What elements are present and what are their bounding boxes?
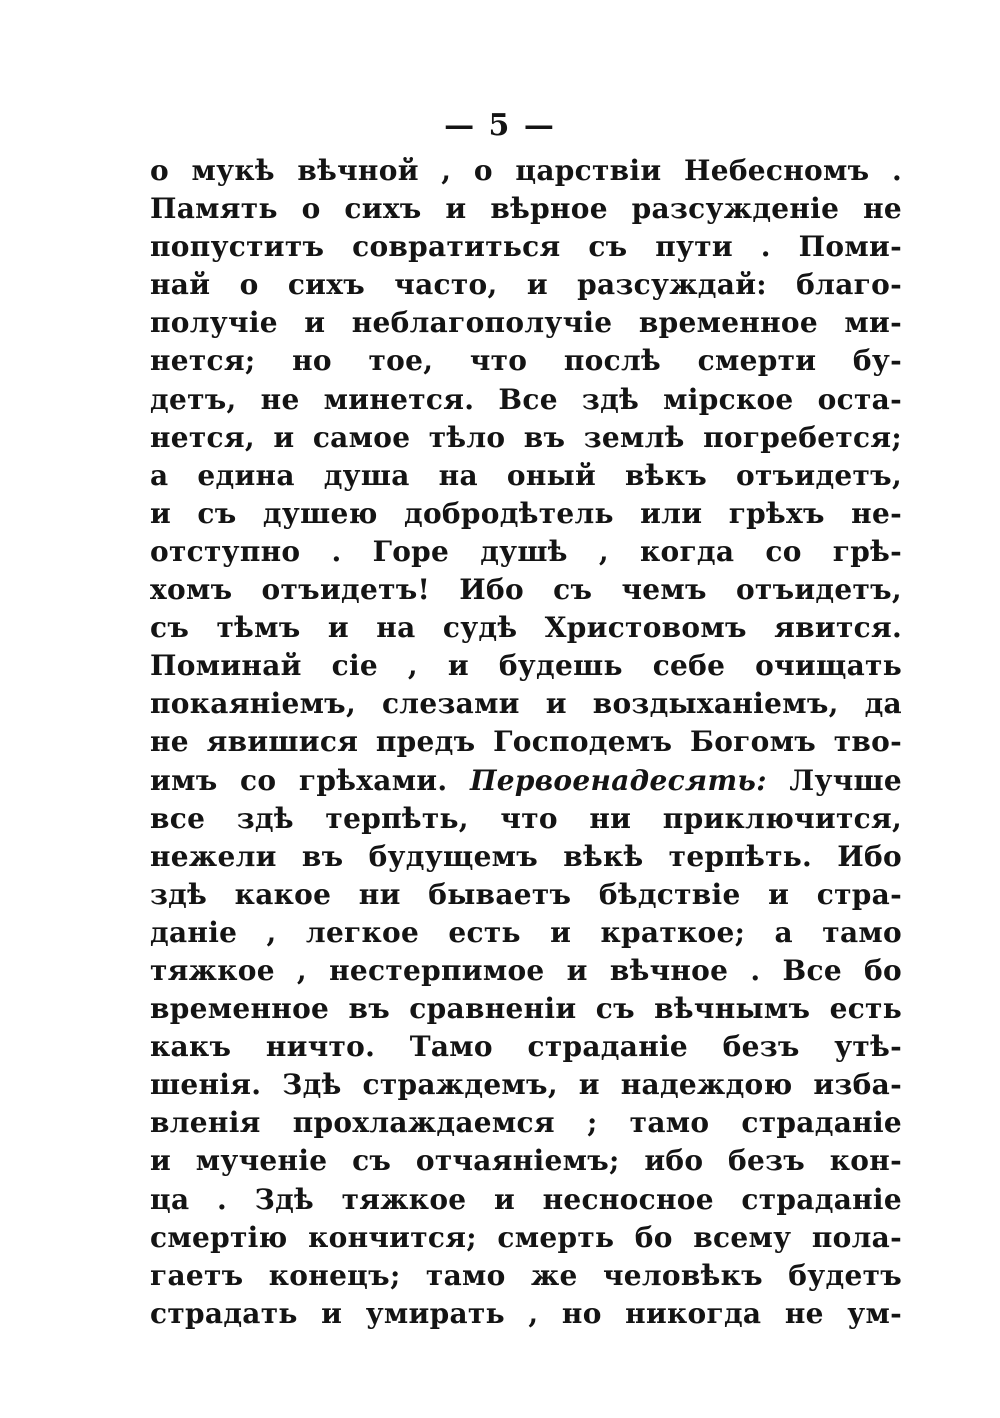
text-line: и мученіе съ отчаяніемъ; ибо безъ кон- <box>150 1144 902 1178</box>
text-line: отступно . Горе душѣ , когда со грѣ- <box>150 534 902 568</box>
text-line: Память о сихъ и вѣрное разсужденіе не <box>150 192 902 226</box>
text-line: все здѣ терпѣть, что ни приключится, <box>150 801 902 835</box>
text-line: даніе , легкое есть и краткое; а тамо <box>150 915 902 949</box>
text-line: и съ душею добродѣтель или грѣхъ не- <box>150 496 902 530</box>
text-line: хомъ отъидетъ! Ибо съ чемъ отъидетъ, <box>150 573 902 607</box>
text-line: о мукѣ вѣчной , о царствіи Небесномъ . <box>150 154 902 187</box>
text-segment: Лучше <box>766 763 902 797</box>
text-line: страдать и умирать , но никогда не ум- <box>150 1296 902 1330</box>
text-line: тяжкое , нестерпимое и вѣчное . Все бо <box>150 953 902 987</box>
text-line: не явишися предъ Господемъ Богомъ тво- <box>150 725 902 759</box>
text-line: най о сихъ часто, и разсуждай: благо- <box>150 268 902 302</box>
text-line-with-heading <box>150 762 902 800</box>
text-line: нется; но тое, что послѣ смерти бу- <box>150 344 902 378</box>
page-number: — 5 — <box>444 108 556 143</box>
text-line: получіе и неблагополучіе временное ми- <box>150 306 902 340</box>
text-line: временное въ сравненіи съ вѣчнымъ есть <box>150 992 902 1026</box>
text-line: смертію кончится; смерть бо всему пола- <box>150 1220 902 1254</box>
text-line: а едина душа на оный вѣкъ отъидетъ, <box>150 458 902 492</box>
text-line: покаяніемъ, слезами и воздыханіемъ, да <box>150 687 902 721</box>
text-line: нежели въ будущемъ вѣкѣ терпѣть. Ибо <box>150 839 902 873</box>
text-line: вленія прохлаждаемся ; тамо страданіе <box>150 1106 902 1140</box>
text-line: детъ, не минется. Все здѣ мірское оста- <box>150 382 902 416</box>
text-line: Поминай сіе , и будешь себе очищать <box>150 649 902 683</box>
text-line: ца . Здѣ тяжкое и несносное страданіе <box>150 1182 902 1216</box>
text-line: шенія. Здѣ страждемъ, и надеждою изба- <box>150 1068 902 1102</box>
page-text-block <box>150 152 902 1333</box>
text-line: попуститъ совратиться съ пути . Поми- <box>150 230 902 264</box>
section-heading-inline: Первоенадесять: <box>470 763 767 797</box>
text-line: какъ ничто. Тамо страданіе безъ утѣ- <box>150 1030 902 1064</box>
text-line: здѣ какое ни бываетъ бѣдствіе и стра- <box>150 877 902 911</box>
text-line: нется, и самое тѣло въ землѣ погребется; <box>150 420 902 454</box>
text-segment: имъ со грѣхами. <box>150 763 470 797</box>
text-line: съ тѣмъ и на судѣ Христовомъ явится. <box>150 611 902 645</box>
text-line: гаетъ конецъ; тамо же человѣкъ будетъ <box>150 1258 902 1292</box>
